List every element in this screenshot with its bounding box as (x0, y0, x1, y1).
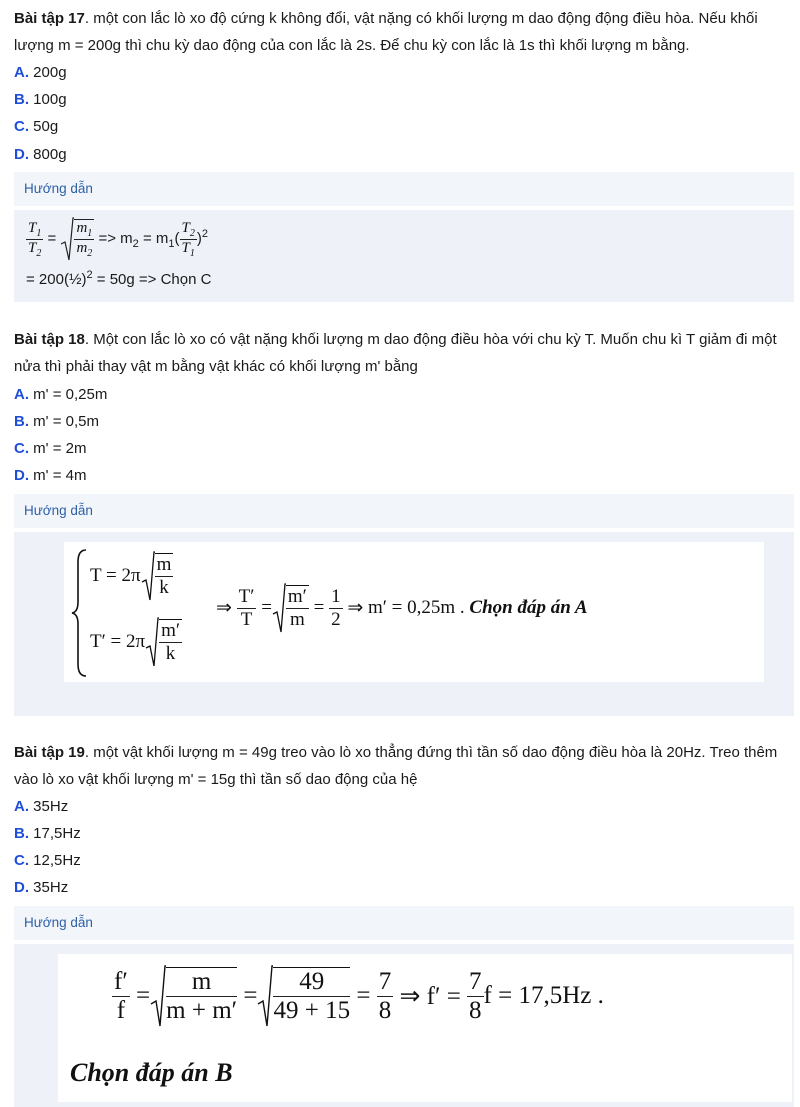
sqrt-icon (145, 616, 159, 668)
option-b: B. 17,5Hz (14, 825, 81, 842)
solution-19 (14, 944, 794, 1107)
option-a: A. m' = 0,25m (14, 386, 108, 403)
option-c: C. 50g (14, 118, 59, 135)
hint-toggle[interactable]: Hướng dẫn (14, 906, 794, 940)
question-text: . một con lắc lò xo độ cứng k không đổi, vật nặng có khối lượng m dao động động điều hòa. Nếu khối lượng m = 200g thì chu kỳ dao động của con lắc là 2s. Để chu kỳ con lắc là 1s thì khối lượng m bằng. (14, 10, 758, 54)
solution-18 (14, 532, 794, 716)
sqrt-icon (150, 964, 166, 1028)
option-a: A. 200g (14, 64, 67, 81)
question-label: Bài tập 19 (14, 744, 85, 761)
option-a: A. 35Hz (14, 798, 69, 815)
option-b: B. 100g (14, 91, 67, 108)
solution-image (58, 954, 792, 1102)
question-17 (14, 5, 794, 59)
question-text: . Một con lắc lò xo có vật nặng khối lượng m dao động điều hòa với chu kỳ T. Muốn chu kì T giảm đi một nửa thì phải thay vật m bằng vật khác có khối lượng m' bằng (14, 331, 777, 375)
solution-17 (14, 210, 794, 302)
option-b: B. m' = 0,5m (14, 413, 99, 430)
solution-image (64, 542, 764, 682)
question-label: Bài tập 17 (14, 10, 85, 27)
sqrt-icon (257, 964, 273, 1028)
question-18 (14, 326, 794, 380)
question-19 (14, 739, 794, 793)
sqrt-icon (272, 582, 286, 634)
option-d: D. 35Hz (14, 879, 69, 896)
solution-line-1: $\frac{T_1}{T_2}$ = $\frac{m_1}{m_2}$ => $m_2 = m_1$( $\frac{T_2}{T_1}$ )$^2$ (26, 216, 208, 262)
hint-toggle[interactable]: Hướng dẫn (14, 172, 794, 206)
solution-line-2: = 200(½)$^2$ = 50g => Chọn C (26, 269, 212, 288)
brace-icon (70, 548, 90, 678)
question-text: . một vật khối lượng m = 49g treo vào lò xo thẳng đứng thì tần số dao động điều hòa là 20Hz. Treo thêm vào lò xo vật khối lượng m' = 15g thì tần số dao động của hệ (14, 744, 778, 788)
option-d: D. m' = 4m (14, 467, 87, 484)
formula-result: ⇒ $\frac{T'}{T}$ = $\frac{m'}{m}$ = $\frac{1}{2}$ ⇒ m′ = 0,25m . Chọn đáp án A (216, 582, 588, 634)
formula-line: $\frac{f'}{f}$ = $\frac{m}{m + m'}$ = $\frac{49}{49 + 15}$ = $\frac{7}{8}$ ⇒ f′ = $\frac{7}{8}$ f = 17,5Hz . (112, 964, 604, 1028)
sqrt-icon (141, 550, 155, 602)
formula-row-2: T′ = 2π $\frac{m'}{k}$ (90, 616, 182, 668)
sqrt-icon (60, 216, 74, 262)
option-c: C. m' = 2m (14, 440, 87, 457)
hint-toggle[interactable]: Hướng dẫn (14, 494, 794, 528)
question-label: Bài tập 18 (14, 331, 85, 348)
formula-row-1: T = 2π $\frac{m}{k}$ (90, 550, 173, 602)
answer-text: Chọn đáp án B (70, 1058, 233, 1087)
option-c: C. 12,5Hz (14, 852, 81, 869)
option-d: D. 800g (14, 146, 67, 163)
